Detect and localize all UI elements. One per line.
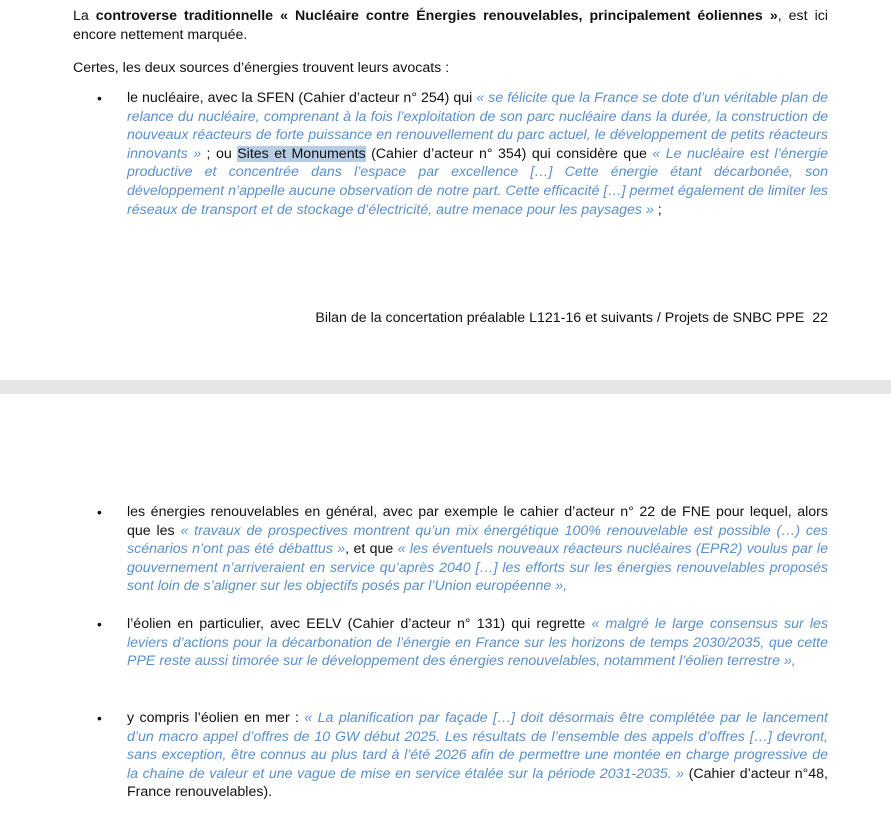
- bullet1-text-3: (Cahier d’acteur n° 354) qui considère que: [365, 145, 653, 162]
- bullet-eolien: [127, 615, 828, 671]
- bullet2-text-1: les énergies renouvelables en général, avec par exemple le cahier d’acteur n° 22 de FNE pour lequel, alors que les: [127, 504, 828, 539]
- bullet2-text-2: , et que: [345, 541, 398, 558]
- footer-text: Bilan de la concertation préalable L121-16 et suivants / Projets de SNBC PPE: [315, 310, 805, 326]
- bullet-marker: •: [97, 90, 102, 106]
- document-page-1: [0, 0, 891, 380]
- certes-paragraph: Certes, les deux sources d’énergies trouvent leurs avocats :: [73, 60, 450, 76]
- fne-quote-2: « les éventuels nouveaux réacteurs nucléaires (EPR2) voulus par le gouvernement n’arriveraient en service qu’après 2040 […] les efforts sur les énergies renouvelables proposés sont loin de s’aligner sur les objectifs posés par l’Union européenne »,: [127, 541, 828, 595]
- eelv-quote: « malgré le large consensus sur les leviers d’actions pour la décarbonation de l’énergie en France sur les horizons de temps 2030/2035, que cette PPE reste aussi timorée sur le développement des énergies renouvelables, notamment l’éolien terrestre »,: [127, 616, 828, 670]
- intro-pre: La: [73, 8, 96, 24]
- highlighted-text[interactable]: Sites et Monuments: [237, 145, 366, 162]
- intro-bold-phrase: controverse traditionnelle « Nucléaire contre Énergies renouvelables, principalement éoliennes »: [95, 8, 778, 24]
- bullet-eolien-mer: [127, 709, 828, 802]
- bullet1-text-4: ;: [653, 201, 662, 218]
- page-separator: [0, 380, 891, 394]
- fne-quote-1: « travaux de prospectives montrent qu’un mix énergétique 100% renouvelable est possible (…) ces scénarios n’ont pas été débattus »: [127, 522, 828, 558]
- page-footer: [315, 309, 828, 327]
- intro-post: , est ici encore nettement marquée.: [73, 8, 828, 43]
- sfen-quote: « se félicite que la France se dote d’un véritable plan de relance du nucléaire, comprenant à la fois l’exploitation de son parc nucléaire dans la durée, la construction de nouveaux réacteurs de forte puissance en renouvellement du parc actuel, le développement de petits réacteurs innovants »: [127, 90, 828, 162]
- bullet4-text-2: (Cahier d’acteur n°48, France renouvelables).: [127, 765, 829, 801]
- document-page-2: [0, 394, 891, 813]
- bullet4-text-1: y compris l’éolien en mer :: [127, 710, 305, 726]
- bullet-renouvelables: [127, 503, 828, 596]
- bullet-marker: •: [97, 504, 102, 520]
- bullet1-text-2: ; ou: [201, 145, 238, 162]
- bullet-marker: •: [97, 710, 102, 726]
- bullet-nucleaire: [127, 89, 828, 219]
- bullet3-text-1: l’éolien en particulier, avec EELV (Cahier d’acteur n° 131) qui regrette: [127, 616, 592, 632]
- bullet1-text-1: le nucléaire, avec la SFEN (Cahier d’acteur n° 254) qui: [127, 90, 477, 106]
- intro-paragraph: [73, 7, 828, 44]
- sites-monuments-quote: « Le nucléaire est l’énergie productive et concentrée dans l’espace par excellence […] Cette énergie étant décarbonée, son développement n’appelle aucune observation de notre part. Cette efficacité […] permet également de limiter les réseaux de transport et de stockage d’électricité, autre menace pour les paysages »: [127, 145, 828, 218]
- page-number: 22: [812, 310, 828, 326]
- bullet-marker: •: [97, 616, 102, 632]
- france-renouvelables-quote: « La planification par façade […] doit désormais être complétée par le lancement d’un macro appel d’offres de 10 GW début 2025. Les résultats de l’ensemble des appels d’offres […] devront, sans exception, être connus au plus tard à l’été 2026 afin de permettre une montée en charge progressive de la chaine de valeur et une vague de mise en service étalée sur la période 2031-2035. »: [127, 710, 828, 782]
